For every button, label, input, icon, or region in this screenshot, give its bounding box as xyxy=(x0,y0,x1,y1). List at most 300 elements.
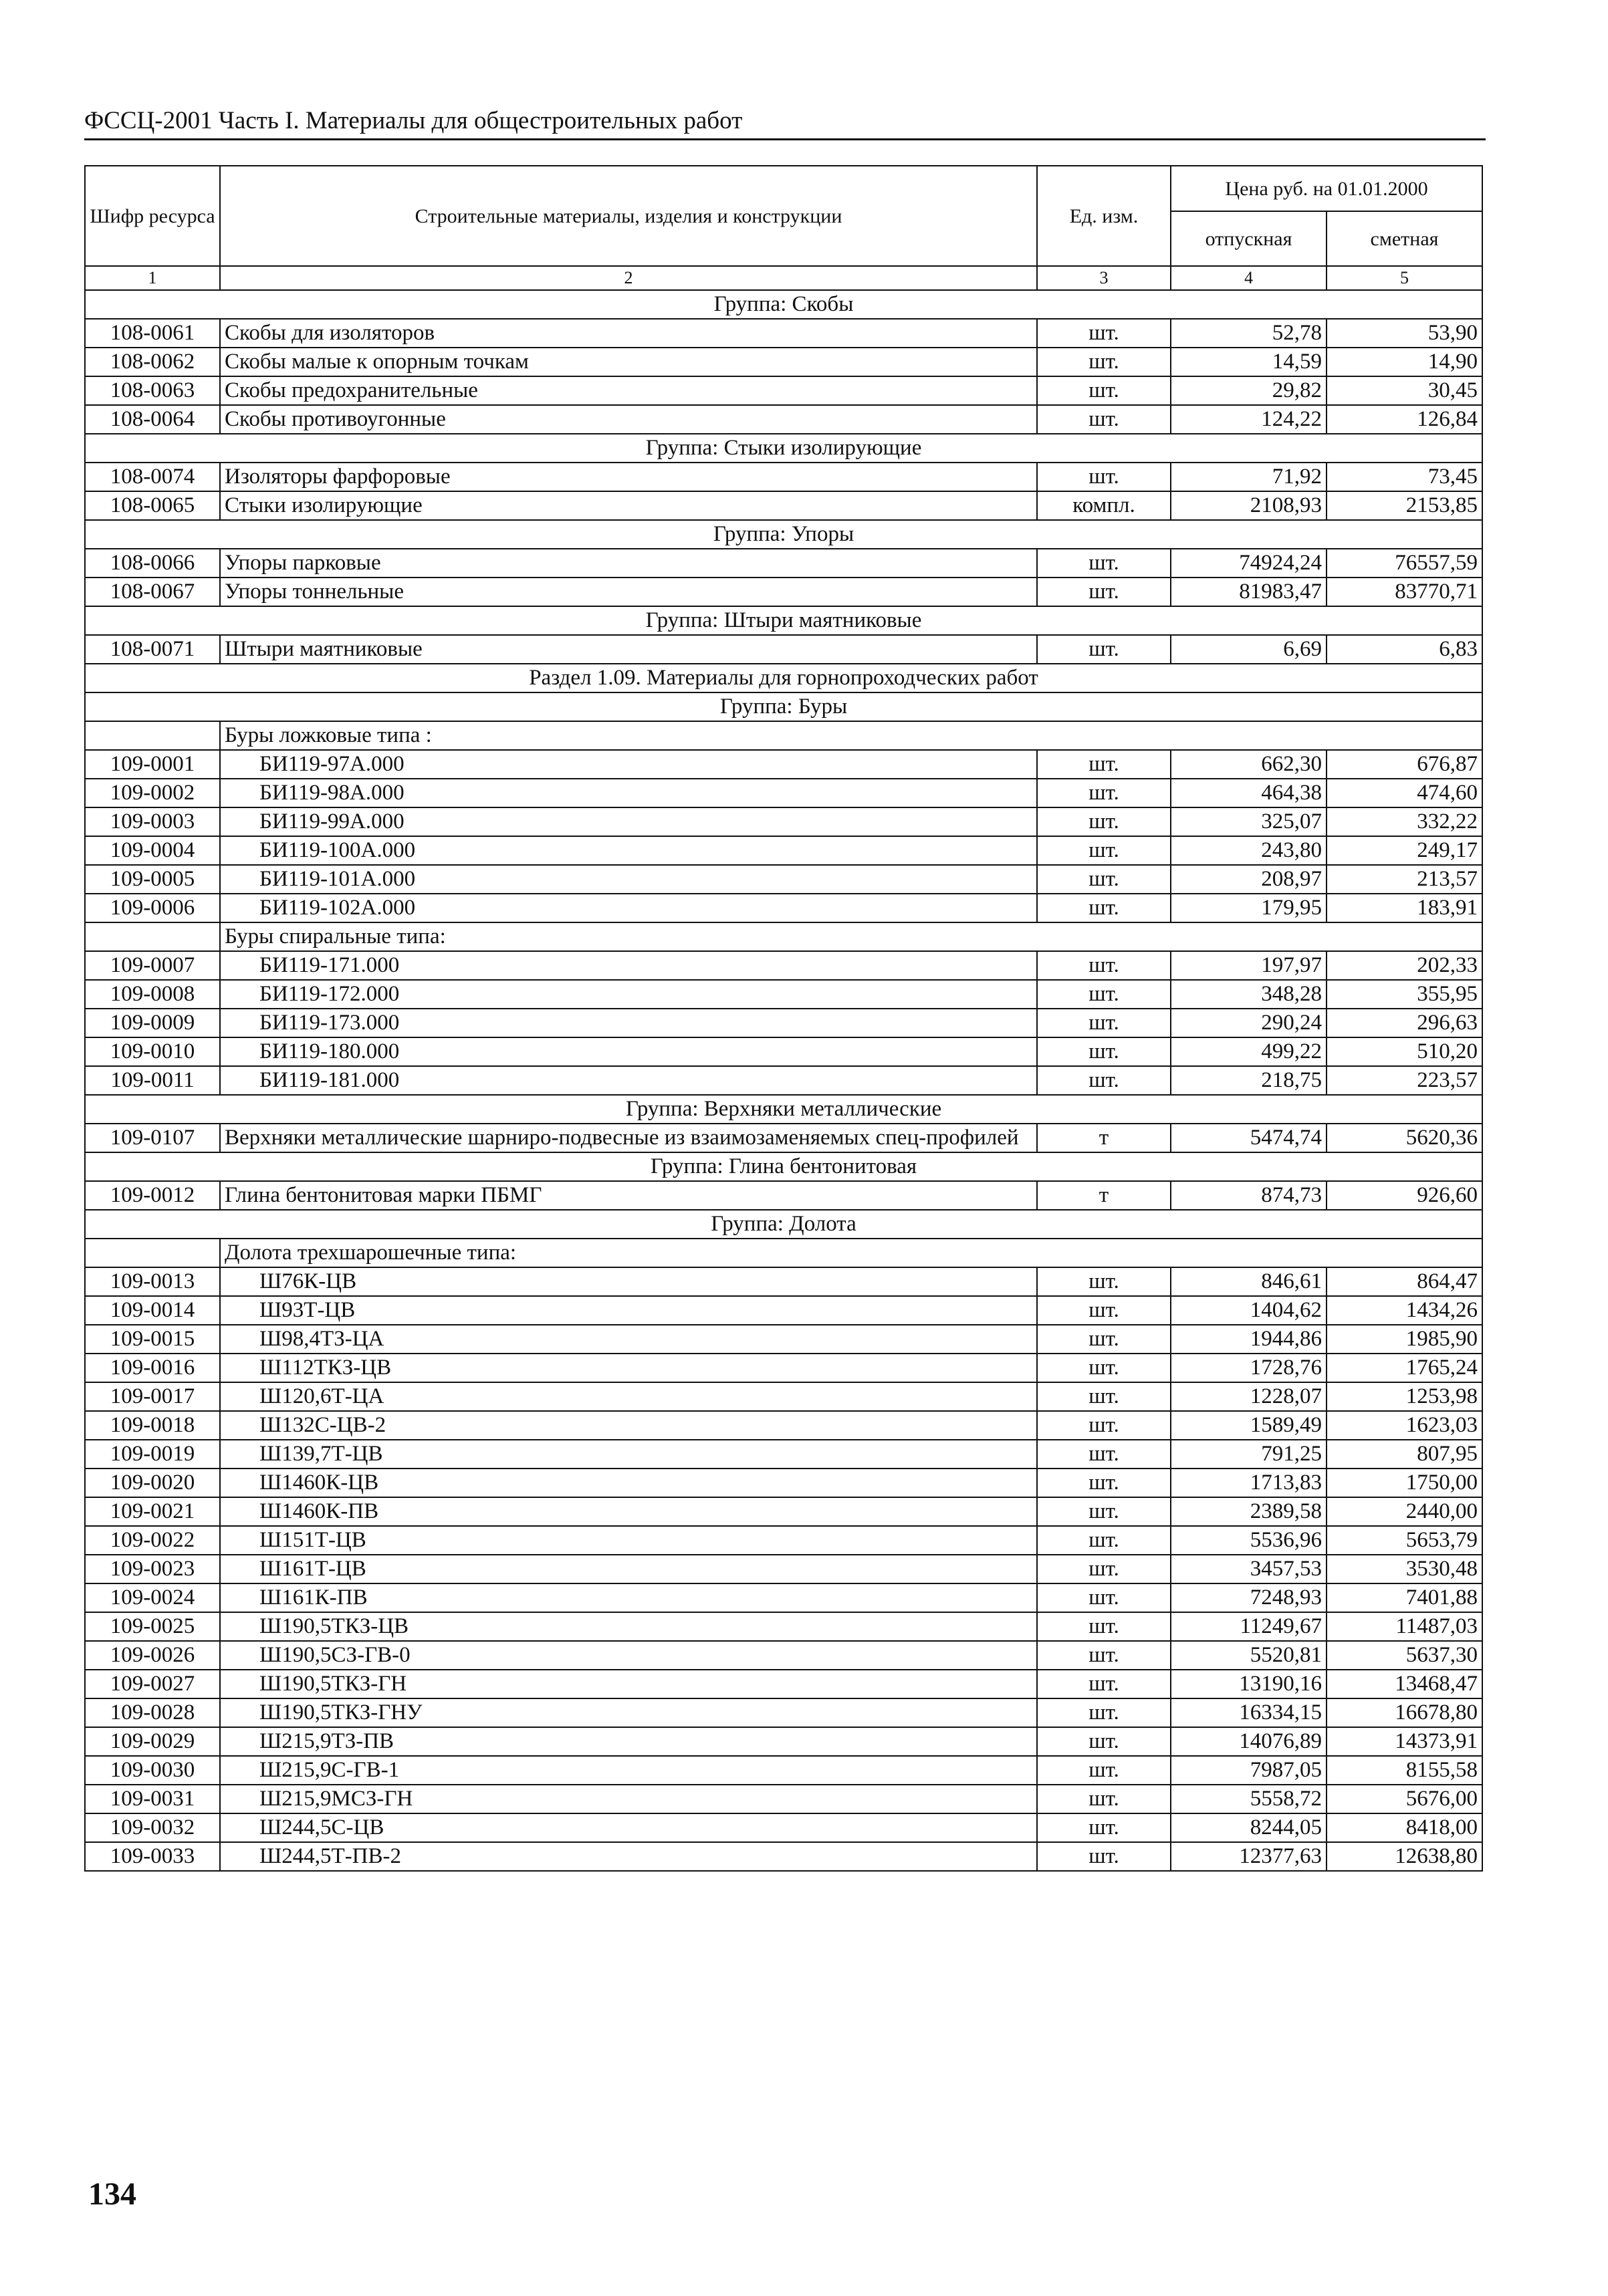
estimate-price: 12638,80 xyxy=(1327,1842,1482,1871)
release-price: 12377,63 xyxy=(1171,1842,1327,1871)
material-name: Ш112ТКЗ-ЦВ xyxy=(220,1354,1037,1382)
material-name: Ш1460К-ПВ xyxy=(220,1497,1037,1526)
resource-code: 109-0024 xyxy=(85,1583,220,1612)
resource-code: 109-0023 xyxy=(85,1555,220,1583)
release-price: 81983,47 xyxy=(1171,578,1327,606)
subheading-row xyxy=(85,1239,1482,1267)
material-name: Стыки изолирующие xyxy=(220,491,1037,520)
resource-code: 109-0020 xyxy=(85,1469,220,1497)
price-table xyxy=(84,165,1483,1872)
resource-code: 109-0016 xyxy=(85,1354,220,1382)
release-price: 7248,93 xyxy=(1171,1583,1327,1612)
table-row xyxy=(85,1526,1482,1555)
unit-of-measure: шт. xyxy=(1037,1354,1171,1382)
resource-code: 109-0019 xyxy=(85,1440,220,1469)
table-row xyxy=(85,1440,1482,1469)
release-price: 197,97 xyxy=(1171,951,1327,980)
resource-code: 108-0074 xyxy=(85,463,220,491)
resource-code: 108-0061 xyxy=(85,319,220,348)
material-name: Ш161К-ПВ xyxy=(220,1583,1037,1612)
estimate-price: 83770,71 xyxy=(1327,578,1482,606)
estimate-price: 510,20 xyxy=(1327,1037,1482,1066)
estimate-price: 8155,58 xyxy=(1327,1756,1482,1785)
page-header-title: ФССЦ-2001 Часть I. Материалы для общестроительных работ xyxy=(84,106,1486,140)
unit-of-measure: шт. xyxy=(1037,319,1171,348)
estimate-price: 13468,47 xyxy=(1327,1670,1482,1698)
resource-code: 108-0066 xyxy=(85,549,220,578)
table-row xyxy=(85,1411,1482,1440)
material-name: Ш151Т-ЦВ xyxy=(220,1526,1037,1555)
resource-code: 108-0062 xyxy=(85,348,220,376)
release-price: 1713,83 xyxy=(1171,1469,1327,1497)
material-name: БИ119-173.000 xyxy=(220,1009,1037,1037)
resource-code: 109-0025 xyxy=(85,1612,220,1641)
subheading-row xyxy=(85,922,1482,951)
release-price: 1589,49 xyxy=(1171,1411,1327,1440)
material-name: Ш139,7Т-ЦВ xyxy=(220,1440,1037,1469)
resource-code: 109-0011 xyxy=(85,1066,220,1095)
resource-code: 109-0012 xyxy=(85,1181,220,1210)
table-row xyxy=(85,1497,1482,1526)
unit-of-measure: шт. xyxy=(1037,980,1171,1009)
release-price: 1728,76 xyxy=(1171,1354,1327,1382)
table-row xyxy=(85,1325,1482,1354)
table-row xyxy=(85,549,1482,578)
unit-of-measure: шт. xyxy=(1037,1785,1171,1813)
material-name: БИ119-99А.000 xyxy=(220,807,1037,836)
release-price: 5558,72 xyxy=(1171,1785,1327,1813)
table-row xyxy=(85,376,1482,405)
table-row xyxy=(85,1670,1482,1698)
release-price: 6,69 xyxy=(1171,635,1327,664)
material-name: Скобы для изоляторов xyxy=(220,319,1037,348)
estimate-price: 1253,98 xyxy=(1327,1382,1482,1411)
estimate-price: 355,95 xyxy=(1327,980,1482,1009)
material-name: Ш215,9МСЗ-ГН xyxy=(220,1785,1037,1813)
unit-of-measure: шт. xyxy=(1037,807,1171,836)
unit-of-measure: шт. xyxy=(1037,1727,1171,1756)
column-header-unit: Ед. изм. xyxy=(1037,166,1171,266)
page-number: 134 xyxy=(88,2176,136,2212)
resource-code: 109-0009 xyxy=(85,1009,220,1037)
estimate-price: 474,60 xyxy=(1327,779,1482,807)
release-price: 2389,58 xyxy=(1171,1497,1327,1526)
table-row xyxy=(85,1354,1482,1382)
resource-code: 109-0031 xyxy=(85,1785,220,1813)
unit-of-measure: т xyxy=(1037,1181,1171,1210)
resource-code: 109-0005 xyxy=(85,865,220,894)
subheading-spacer xyxy=(85,721,220,750)
resource-code: 109-0008 xyxy=(85,980,220,1009)
estimate-price: 7401,88 xyxy=(1327,1583,1482,1612)
resource-code: 109-0007 xyxy=(85,951,220,980)
unit-of-measure: шт. xyxy=(1037,1009,1171,1037)
unit-of-measure: шт. xyxy=(1037,1411,1171,1440)
release-price: 1228,07 xyxy=(1171,1382,1327,1411)
estimate-price: 14373,91 xyxy=(1327,1727,1482,1756)
material-name: Ш1460К-ЦВ xyxy=(220,1469,1037,1497)
unit-of-measure: шт. xyxy=(1037,836,1171,865)
estimate-price: 16678,80 xyxy=(1327,1698,1482,1727)
unit-of-measure: шт. xyxy=(1037,1698,1171,1727)
material-name: Штыри маятниковые xyxy=(220,635,1037,664)
resource-code: 109-0013 xyxy=(85,1267,220,1296)
group-heading: Группа: Штыри маятниковые xyxy=(85,606,1482,635)
material-name: Ш76К-ЦВ xyxy=(220,1267,1037,1296)
unit-of-measure: шт. xyxy=(1037,1267,1171,1296)
table-row xyxy=(85,405,1482,434)
release-price: 325,07 xyxy=(1171,807,1327,836)
material-name: Ш98,4ТЗ-ЦА xyxy=(220,1325,1037,1354)
material-name: Верхняки металлические шарниро-подвесные из взаимозаменяемых спец-профилей xyxy=(220,1124,1037,1152)
estimate-price: 1623,03 xyxy=(1327,1411,1482,1440)
estimate-price: 213,57 xyxy=(1327,865,1482,894)
group-heading-row xyxy=(85,1095,1482,1124)
column-header-estimate-price: сметная xyxy=(1327,211,1482,266)
material-name: БИ119-100А.000 xyxy=(220,836,1037,865)
resource-code: 108-0065 xyxy=(85,491,220,520)
release-price: 218,75 xyxy=(1171,1066,1327,1095)
estimate-price: 183,91 xyxy=(1327,894,1482,922)
material-name: Ш161Т-ЦВ xyxy=(220,1555,1037,1583)
material-name: БИ119-102А.000 xyxy=(220,894,1037,922)
table-row xyxy=(85,1382,1482,1411)
release-price: 16334,15 xyxy=(1171,1698,1327,1727)
resource-code: 109-0022 xyxy=(85,1526,220,1555)
table-row xyxy=(85,1181,1482,1210)
group-heading: Группа: Скобы xyxy=(85,290,1482,319)
release-price: 74924,24 xyxy=(1171,549,1327,578)
estimate-price: 1750,00 xyxy=(1327,1469,1482,1497)
release-price: 499,22 xyxy=(1171,1037,1327,1066)
resource-code: 108-0071 xyxy=(85,635,220,664)
table-row xyxy=(85,463,1482,491)
release-price: 464,38 xyxy=(1171,779,1327,807)
unit-of-measure: шт. xyxy=(1037,1555,1171,1583)
estimate-price: 3530,48 xyxy=(1327,1555,1482,1583)
table-row xyxy=(85,865,1482,894)
unit-of-measure: шт. xyxy=(1037,405,1171,434)
resource-code: 109-0027 xyxy=(85,1670,220,1698)
table-row xyxy=(85,1296,1482,1325)
resource-code: 109-0015 xyxy=(85,1325,220,1354)
estimate-price: 807,95 xyxy=(1327,1440,1482,1469)
table-row xyxy=(85,1612,1482,1641)
estimate-price: 1434,26 xyxy=(1327,1296,1482,1325)
release-price: 1404,62 xyxy=(1171,1296,1327,1325)
estimate-price: 2440,00 xyxy=(1327,1497,1482,1526)
resource-code: 109-0004 xyxy=(85,836,220,865)
column-header-release-price: отпускная xyxy=(1171,211,1327,266)
table-row xyxy=(85,980,1482,1009)
release-price: 29,82 xyxy=(1171,376,1327,405)
release-price: 846,61 xyxy=(1171,1267,1327,1296)
column-number-1: 1 xyxy=(85,266,220,290)
estimate-price: 6,83 xyxy=(1327,635,1482,664)
material-name: Упоры тоннельные xyxy=(220,578,1037,606)
subheading-spacer xyxy=(85,1239,220,1267)
resource-code: 109-0002 xyxy=(85,779,220,807)
material-name: БИ119-98А.000 xyxy=(220,779,1037,807)
resource-code: 109-0107 xyxy=(85,1124,220,1152)
release-price: 290,24 xyxy=(1171,1009,1327,1037)
material-name: БИ119-172.000 xyxy=(220,980,1037,1009)
table-row xyxy=(85,1124,1482,1152)
release-price: 52,78 xyxy=(1171,319,1327,348)
unit-of-measure: шт. xyxy=(1037,951,1171,980)
release-price: 348,28 xyxy=(1171,980,1327,1009)
release-price: 124,22 xyxy=(1171,405,1327,434)
unit-of-measure: шт. xyxy=(1037,1469,1171,1497)
unit-of-measure: шт. xyxy=(1037,750,1171,779)
unit-of-measure: шт. xyxy=(1037,348,1171,376)
table-row xyxy=(85,1583,1482,1612)
material-name: БИ119-97А.000 xyxy=(220,750,1037,779)
estimate-price: 11487,03 xyxy=(1327,1612,1482,1641)
material-name: Упоры парковые xyxy=(220,549,1037,578)
subheading-spacer xyxy=(85,922,220,951)
unit-of-measure: шт. xyxy=(1037,865,1171,894)
unit-of-measure: шт. xyxy=(1037,1497,1171,1526)
estimate-price: 5620,36 xyxy=(1327,1124,1482,1152)
table-row xyxy=(85,578,1482,606)
table-row xyxy=(85,491,1482,520)
column-number-5: 5 xyxy=(1327,266,1482,290)
unit-of-measure: шт. xyxy=(1037,1813,1171,1842)
resource-code: 109-0030 xyxy=(85,1756,220,1785)
group-heading: Группа: Упоры xyxy=(85,520,1482,549)
release-price: 243,80 xyxy=(1171,836,1327,865)
unit-of-measure: шт. xyxy=(1037,1440,1171,1469)
unit-of-measure: шт. xyxy=(1037,1842,1171,1871)
table-row xyxy=(85,750,1482,779)
unit-of-measure: компл. xyxy=(1037,491,1171,520)
release-price: 14,59 xyxy=(1171,348,1327,376)
material-name: Ш215,9С-ГВ-1 xyxy=(220,1756,1037,1785)
table-row xyxy=(85,635,1482,664)
unit-of-measure: шт. xyxy=(1037,779,1171,807)
estimate-price: 332,22 xyxy=(1327,807,1482,836)
release-price: 5474,74 xyxy=(1171,1124,1327,1152)
material-name: Ш120,6Т-ЦА xyxy=(220,1382,1037,1411)
material-name: Ш93Т-ЦВ xyxy=(220,1296,1037,1325)
resource-code: 109-0018 xyxy=(85,1411,220,1440)
unit-of-measure: шт. xyxy=(1037,1670,1171,1698)
resource-code: 109-0032 xyxy=(85,1813,220,1842)
estimate-price: 30,45 xyxy=(1327,376,1482,405)
column-number-3: 3 xyxy=(1037,266,1171,290)
material-name: Скобы предохранительные xyxy=(220,376,1037,405)
unit-of-measure: шт. xyxy=(1037,1756,1171,1785)
group-heading-row xyxy=(85,1152,1482,1181)
table-row xyxy=(85,779,1482,807)
release-price: 2108,93 xyxy=(1171,491,1327,520)
unit-of-measure: шт. xyxy=(1037,1296,1171,1325)
estimate-price: 5653,79 xyxy=(1327,1526,1482,1555)
resource-code: 108-0064 xyxy=(85,405,220,434)
material-name: БИ119-181.000 xyxy=(220,1066,1037,1095)
group-heading-row xyxy=(85,290,1482,319)
release-price: 3457,53 xyxy=(1171,1555,1327,1583)
table-row xyxy=(85,951,1482,980)
release-price: 662,30 xyxy=(1171,750,1327,779)
estimate-price: 864,47 xyxy=(1327,1267,1482,1296)
table-header xyxy=(85,166,1482,290)
estimate-price: 5676,00 xyxy=(1327,1785,1482,1813)
unit-of-measure: шт. xyxy=(1037,1612,1171,1641)
resource-code: 109-0033 xyxy=(85,1842,220,1871)
material-name: Скобы противоугонные xyxy=(220,405,1037,434)
resource-code: 108-0067 xyxy=(85,578,220,606)
table-row xyxy=(85,1267,1482,1296)
table-row xyxy=(85,1555,1482,1583)
unit-of-measure: шт. xyxy=(1037,1066,1171,1095)
resource-code: 108-0063 xyxy=(85,376,220,405)
release-price: 5520,81 xyxy=(1171,1641,1327,1670)
resource-code: 109-0010 xyxy=(85,1037,220,1066)
estimate-price: 73,45 xyxy=(1327,463,1482,491)
estimate-price: 5637,30 xyxy=(1327,1641,1482,1670)
section-heading: Раздел 1.09. Материалы для горнопроходческих работ xyxy=(85,664,1482,692)
table-row xyxy=(85,1813,1482,1842)
table-row xyxy=(85,1469,1482,1497)
resource-code: 109-0003 xyxy=(85,807,220,836)
group-heading: Группа: Стыки изолирующие xyxy=(85,434,1482,463)
estimate-price: 53,90 xyxy=(1327,319,1482,348)
release-price: 11249,67 xyxy=(1171,1612,1327,1641)
resource-code: 109-0029 xyxy=(85,1727,220,1756)
table-row xyxy=(85,1727,1482,1756)
estimate-price: 126,84 xyxy=(1327,405,1482,434)
unit-of-measure: шт. xyxy=(1037,1037,1171,1066)
table-row xyxy=(85,894,1482,922)
release-price: 13190,16 xyxy=(1171,1670,1327,1698)
subheading-label: Буры ложковые типа : xyxy=(220,721,1482,750)
material-name: Ш190,5ТКЗ-ГН xyxy=(220,1670,1037,1698)
estimate-price: 8418,00 xyxy=(1327,1813,1482,1842)
material-name: Ш190,5ТКЗ-ЦВ xyxy=(220,1612,1037,1641)
estimate-price: 223,57 xyxy=(1327,1066,1482,1095)
column-header-name: Строительные материалы, изделия и конструкции xyxy=(220,166,1037,266)
unit-of-measure: шт. xyxy=(1037,1526,1171,1555)
estimate-price: 926,60 xyxy=(1327,1181,1482,1210)
release-price: 1944,86 xyxy=(1171,1325,1327,1354)
table-row xyxy=(85,1641,1482,1670)
release-price: 874,73 xyxy=(1171,1181,1327,1210)
estimate-price: 676,87 xyxy=(1327,750,1482,779)
unit-of-measure: шт. xyxy=(1037,376,1171,405)
table-row xyxy=(85,807,1482,836)
table-row xyxy=(85,1756,1482,1785)
estimate-price: 76557,59 xyxy=(1327,549,1482,578)
unit-of-measure: т xyxy=(1037,1124,1171,1152)
estimate-price: 249,17 xyxy=(1327,836,1482,865)
section-heading-row xyxy=(85,664,1482,692)
group-heading-row xyxy=(85,606,1482,635)
release-price: 7987,05 xyxy=(1171,1756,1327,1785)
group-heading: Группа: Буры xyxy=(85,692,1482,721)
unit-of-measure: шт. xyxy=(1037,1641,1171,1670)
estimate-price: 1985,90 xyxy=(1327,1325,1482,1354)
estimate-price: 296,63 xyxy=(1327,1009,1482,1037)
column-header-code: Шифр ресурса xyxy=(85,166,220,266)
estimate-price: 2153,85 xyxy=(1327,491,1482,520)
table-row xyxy=(85,1698,1482,1727)
table-row xyxy=(85,836,1482,865)
material-name: БИ119-101А.000 xyxy=(220,865,1037,894)
unit-of-measure: шт. xyxy=(1037,578,1171,606)
material-name: Ш190,5ТКЗ-ГНУ xyxy=(220,1698,1037,1727)
subheading-label: Долота трехшарошечные типа: xyxy=(220,1239,1482,1267)
column-number-4: 4 xyxy=(1171,266,1327,290)
material-name: Изоляторы фарфоровые xyxy=(220,463,1037,491)
material-name: Ш190,5СЗ-ГВ-0 xyxy=(220,1641,1037,1670)
release-price: 14076,89 xyxy=(1171,1727,1327,1756)
release-price: 179,95 xyxy=(1171,894,1327,922)
estimate-price: 202,33 xyxy=(1327,951,1482,980)
table-body xyxy=(85,290,1482,1871)
material-name: Ш132С-ЦВ-2 xyxy=(220,1411,1037,1440)
group-heading: Группа: Верхняки металлические xyxy=(85,1095,1482,1124)
unit-of-measure: шт. xyxy=(1037,549,1171,578)
release-price: 8244,05 xyxy=(1171,1813,1327,1842)
unit-of-measure: шт. xyxy=(1037,894,1171,922)
column-header-price: Цена руб. на 01.01.2000 xyxy=(1171,166,1482,211)
table-row xyxy=(85,1009,1482,1037)
resource-code: 109-0014 xyxy=(85,1296,220,1325)
unit-of-measure: шт. xyxy=(1037,1382,1171,1411)
material-name: Ш215,9ТЗ-ПВ xyxy=(220,1727,1037,1756)
resource-code: 109-0017 xyxy=(85,1382,220,1411)
unit-of-measure: шт. xyxy=(1037,1583,1171,1612)
resource-code: 109-0021 xyxy=(85,1497,220,1526)
unit-of-measure: шт. xyxy=(1037,463,1171,491)
subheading-row xyxy=(85,721,1482,750)
estimate-price: 1765,24 xyxy=(1327,1354,1482,1382)
table-row xyxy=(85,1066,1482,1095)
material-name: БИ119-180.000 xyxy=(220,1037,1037,1066)
group-heading-row xyxy=(85,1210,1482,1239)
group-heading-row xyxy=(85,692,1482,721)
subheading-label: Буры спиральные типа: xyxy=(220,922,1482,951)
table-row xyxy=(85,348,1482,376)
estimate-price: 14,90 xyxy=(1327,348,1482,376)
unit-of-measure: шт. xyxy=(1037,1325,1171,1354)
table-row xyxy=(85,1785,1482,1813)
material-name: Ш244,5Т-ПВ-2 xyxy=(220,1842,1037,1871)
release-price: 208,97 xyxy=(1171,865,1327,894)
resource-code: 109-0028 xyxy=(85,1698,220,1727)
resource-code: 109-0001 xyxy=(85,750,220,779)
material-name: Скобы малые к опорным точкам xyxy=(220,348,1037,376)
column-number-2: 2 xyxy=(220,266,1037,290)
resource-code: 109-0026 xyxy=(85,1641,220,1670)
table-row xyxy=(85,319,1482,348)
material-name: Глина бентонитовая марки ПБМГ xyxy=(220,1181,1037,1210)
release-price: 5536,96 xyxy=(1171,1526,1327,1555)
group-heading: Группа: Глина бентонитовая xyxy=(85,1152,1482,1181)
release-price: 791,25 xyxy=(1171,1440,1327,1469)
group-heading-row xyxy=(85,434,1482,463)
table-row xyxy=(85,1037,1482,1066)
group-heading: Группа: Долота xyxy=(85,1210,1482,1239)
material-name: Ш244,5С-ЦВ xyxy=(220,1813,1037,1842)
material-name: БИ119-171.000 xyxy=(220,951,1037,980)
resource-code: 109-0006 xyxy=(85,894,220,922)
release-price: 71,92 xyxy=(1171,463,1327,491)
table-row xyxy=(85,1842,1482,1871)
unit-of-measure: шт. xyxy=(1037,635,1171,664)
